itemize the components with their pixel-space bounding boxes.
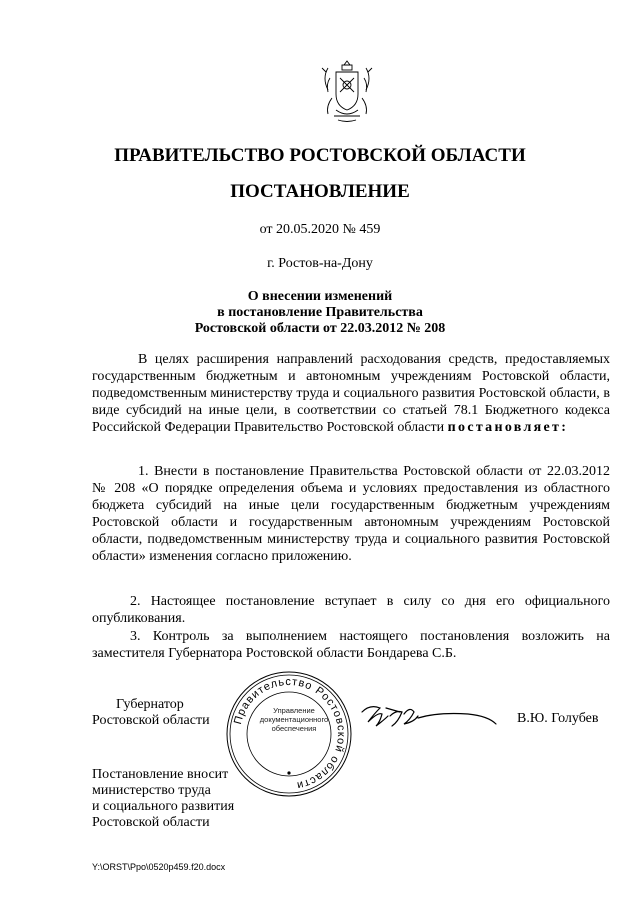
official-seal-stamp [225,670,353,798]
document-title [0,289,640,337]
item-1-paragraph: 1. Внести в постановление Правительства Ростовской области от 22.03.2012 № 208 «О порядке определения объема и условиях предоставления из областного бюджета субсидий на иные цели государственным бюджетным учреждениям Ростовской области и государственным автономным учреждениям Ростовской области, подведомственным министерству труда и социального развития Ростовской области» изменения согласно приложению. [92,464,610,564]
seal-inner-line: документационного [259,715,329,724]
signatory-name: В.Ю. Голубев [517,711,599,726]
handwritten-signature [360,698,500,738]
coat-of-arms-emblem [318,58,376,124]
title-line: в постановление Правительства [217,305,423,320]
city: г. Ростов-на-Дону [267,256,373,271]
title-line: О внесении изменений [247,289,393,304]
seal-inner-text [252,706,336,733]
item-2-paragraph: 2. Настоящее постановление вступает в силу со дня его официального опубликования. [92,594,610,626]
item-3-paragraph: 3. Контроль за выполнением настоящего постановления возложить на заместителя Губернатора Ростовской области Бондарева С.Б. [92,629,610,661]
decree-word: постановляет: [447,420,569,435]
title-line: Ростовской области от 22.03.2012 № 208 [194,321,446,336]
date-and-number: от 20.05.2020 № 459 [259,222,381,237]
file-path: Y:\ORST\Ppo\0520p459.f20.docx [92,862,226,872]
organization-name: ПРАВИТЕЛЬСТВО РОСТОВСКОЙ ОБЛАСТИ [114,145,526,166]
introduced-by-line: Постановление вносит [92,767,229,782]
document-type: ПОСТАНОВЛЕНИЕ [230,181,410,202]
introduced-by-line: Ростовской области [92,815,210,830]
signatory-title-line1: Губернатор [116,697,184,712]
seal-ring-text: Правительство Ростовской области [232,675,348,792]
introduced-by-block [92,767,234,831]
introduced-by-line: и социального развития [92,799,235,814]
introduced-by-line: министерство труда [92,783,211,798]
seal-inner-line: обеспечения [271,724,317,733]
signatory-title-line2: Ростовской области [92,713,210,728]
seal-inner-line: Управление [273,706,315,715]
preamble-paragraph [92,351,610,436]
preamble-text: В целях расширения направлений расходования средств, предоставляемых государственным бюджетным и автономным учреждениям Ростовской области, подведомственным министерству труда и социального развития Ростовской области, в виде субсидий на иные цели, в соответствии со статьей 78.1 Бюджетного кодекса Российской Федерации Правительство Ростовской области [92,352,610,435]
